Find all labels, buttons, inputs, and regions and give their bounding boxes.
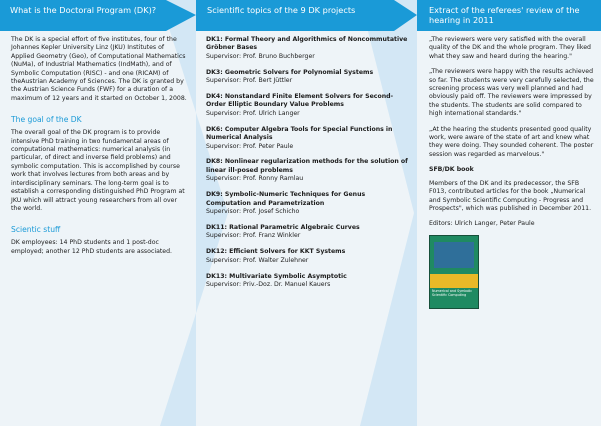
project-title: DK11: Rational Parametric Algebraic Curves <box>206 223 360 231</box>
review-quote: „The reviewers were very satisfied with the overall quality of the DK and the whole program. They liked what they saw and heard during the hearing." <box>429 36 591 60</box>
staff-paragraph: DK employees: 14 PhD students and 1 post-doc employed; another 12 PhD students are associated. <box>11 239 172 255</box>
book-editors: Editors: Ulrich Langer, Peter Paule <box>429 220 535 228</box>
project-supervisor: Supervisor: Prof. Josef Schicho <box>206 208 300 215</box>
project-supervisor: Supervisor: Prof. Franz Winkler <box>206 232 301 240</box>
project-title: DK3: Geometric Solvers for Polynomial Systems <box>206 68 374 76</box>
project-item <box>206 248 411 265</box>
project-item <box>206 158 411 183</box>
project-title: DK8: Nonlinear regularization methods for the solution of linear ill-posed problems <box>206 158 408 174</box>
project-supervisor: Supervisor: Prof. Peter Paule <box>206 142 294 150</box>
book-cover-title: Numerical and Symbolic Scientific Computing <box>432 288 473 297</box>
book-paragraph: Members of the DK and its predecessor, the SFB F013, contributed articles for the book „Numerical and Symbolic Scientific Computing - Progress and Prospects", which was published in December 2011. <box>429 179 592 212</box>
project-supervisor: Supervisor: Prof. Ulrich Langer <box>206 109 300 117</box>
project-item <box>206 36 411 61</box>
project-item <box>206 126 411 151</box>
project-supervisor: Supervisor: Prof. Ronny Ramlau <box>206 175 304 183</box>
goal-heading: The goal of the DK <box>11 115 82 125</box>
column-projects <box>196 0 417 297</box>
project-title: DK6: Computer Algebra Tools for Special Functions in Numerical Analysis <box>206 125 393 142</box>
column-title: Scientific topics of the 9 DK projects <box>207 5 356 15</box>
book-cover-image <box>429 235 479 309</box>
project-title: DK13: Multivariate Symbolic Asymptotic <box>206 272 347 280</box>
project-item <box>206 69 411 86</box>
project-item <box>206 191 411 216</box>
project-supervisor: Supervisor: Priv.-Doz. Dr. Manuel Kauers <box>206 280 331 288</box>
column-dk-program <box>0 0 196 263</box>
staff-heading: Scientic stuff <box>11 225 61 235</box>
project-title: DK9: Symbolic-Numeric Techniques for Genus Computation and Parametrization <box>206 191 366 207</box>
book-heading: SFB/DK book <box>429 166 474 174</box>
column-review <box>417 0 601 309</box>
review-quote: „The reviewers were happy with the results achieved so far. The students were very carefully selected, the screening process was very well planned and had obviously paid off. The reviewers were impressed by the students. The students are solid compared to high international standards." <box>429 68 594 118</box>
review-quote: „At the hearing the students presented good quality work, were aware of the state of art and knew what they were doing. They sounded coherent. The poster session was regarded as marvelous." <box>429 125 594 158</box>
column-title: What is the Doctoral Program (DK)? <box>10 5 157 15</box>
project-title: DK1: Formal Theory and Algorithmics of Noncommutative Gröbner Bases <box>206 36 408 52</box>
goal-paragraph: The overall goal of the DK program is to provide intensive PhD training in two fundamental areas of computational mathematics: numerical analysis (in particular, of direct and inverse field problems) and symbolic computation. This is accomplished by course work that involves lectures from both areas and by interdisciplinary seminars. The long-term goal is to establish a corresponding distinguished PhD Program at JKU which will attract young researchers from all over the world. <box>11 129 185 212</box>
project-supervisor: Supervisor: Prof. Walter Zulehner <box>206 256 309 264</box>
project-title: DK12: Efficient Solvers for KKT Systems <box>206 248 346 256</box>
book-cover-illustration <box>434 242 474 268</box>
book-cover-band <box>430 274 478 288</box>
intro-paragraph: The DK is a special effort of five institutes, four of the Johannes Kepler University Linz (JKU) Institutes of Applied Geometry (Geo), of Computational Mathematics (NuMa), of Industrial Mathematics (IndMath), and of Symbolic Computation (RISC) - and one (RICAM) of theAustrian Academy of Sciences. The DK is granted by the Austrian Science Funds (FWF) for a duration of a maximum of 12 years and it started on October 1, 2008. <box>11 36 187 102</box>
project-item <box>206 93 411 118</box>
column-title: Extract of the referees' review of the hearing in 2011 <box>429 5 580 25</box>
project-item <box>206 273 411 290</box>
project-supervisor: Supervisor: Prof. Bruno Buchberger <box>206 52 315 60</box>
project-item <box>206 224 411 241</box>
project-title: DK4: Nonstandard Finite Element Solvers for Second-Order Elliptic Boundary Value Problems <box>206 93 394 109</box>
project-supervisor: Supervisor: Prof. Bert Jüttler <box>206 77 293 85</box>
